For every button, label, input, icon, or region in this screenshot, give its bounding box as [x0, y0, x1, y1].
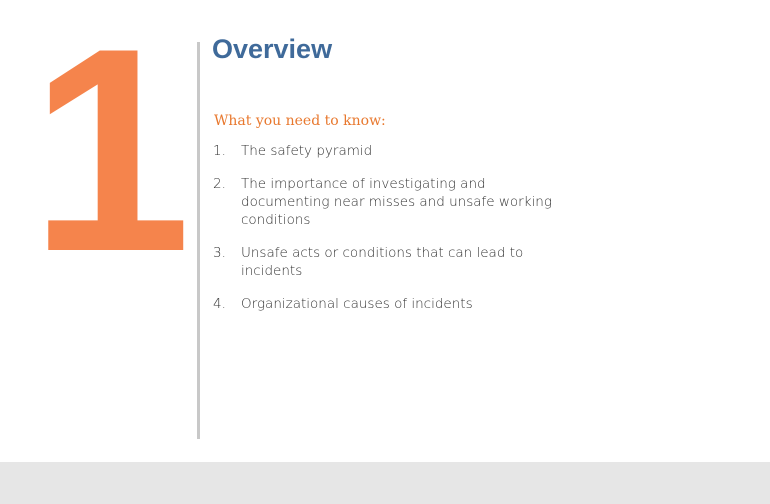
page-title: Overview: [212, 34, 333, 64]
vertical-divider: [197, 42, 200, 439]
list-item-text: The safety pyramid: [241, 143, 373, 159]
list-item-text: Unsafe acts or conditions that can lead to incidents: [241, 245, 524, 279]
list-item-text: Organizational causes of incidents: [241, 296, 473, 312]
list-item: [213, 142, 573, 160]
list-item: [213, 175, 573, 229]
list-item-text: The importance of investigating and documenting near misses and unsafe working conditions: [241, 176, 552, 228]
section-number: 1: [30, 0, 184, 312]
list-item-number: 2.: [213, 176, 226, 192]
list-item: [213, 244, 573, 280]
list-item-number: 3.: [213, 245, 226, 261]
list-item: [213, 295, 573, 313]
footer-band: [0, 462, 770, 504]
list-item-number: 4.: [213, 296, 226, 312]
topic-list: [213, 142, 573, 328]
subtitle: What you need to know:: [214, 113, 386, 129]
list-item-number: 1.: [213, 143, 226, 159]
